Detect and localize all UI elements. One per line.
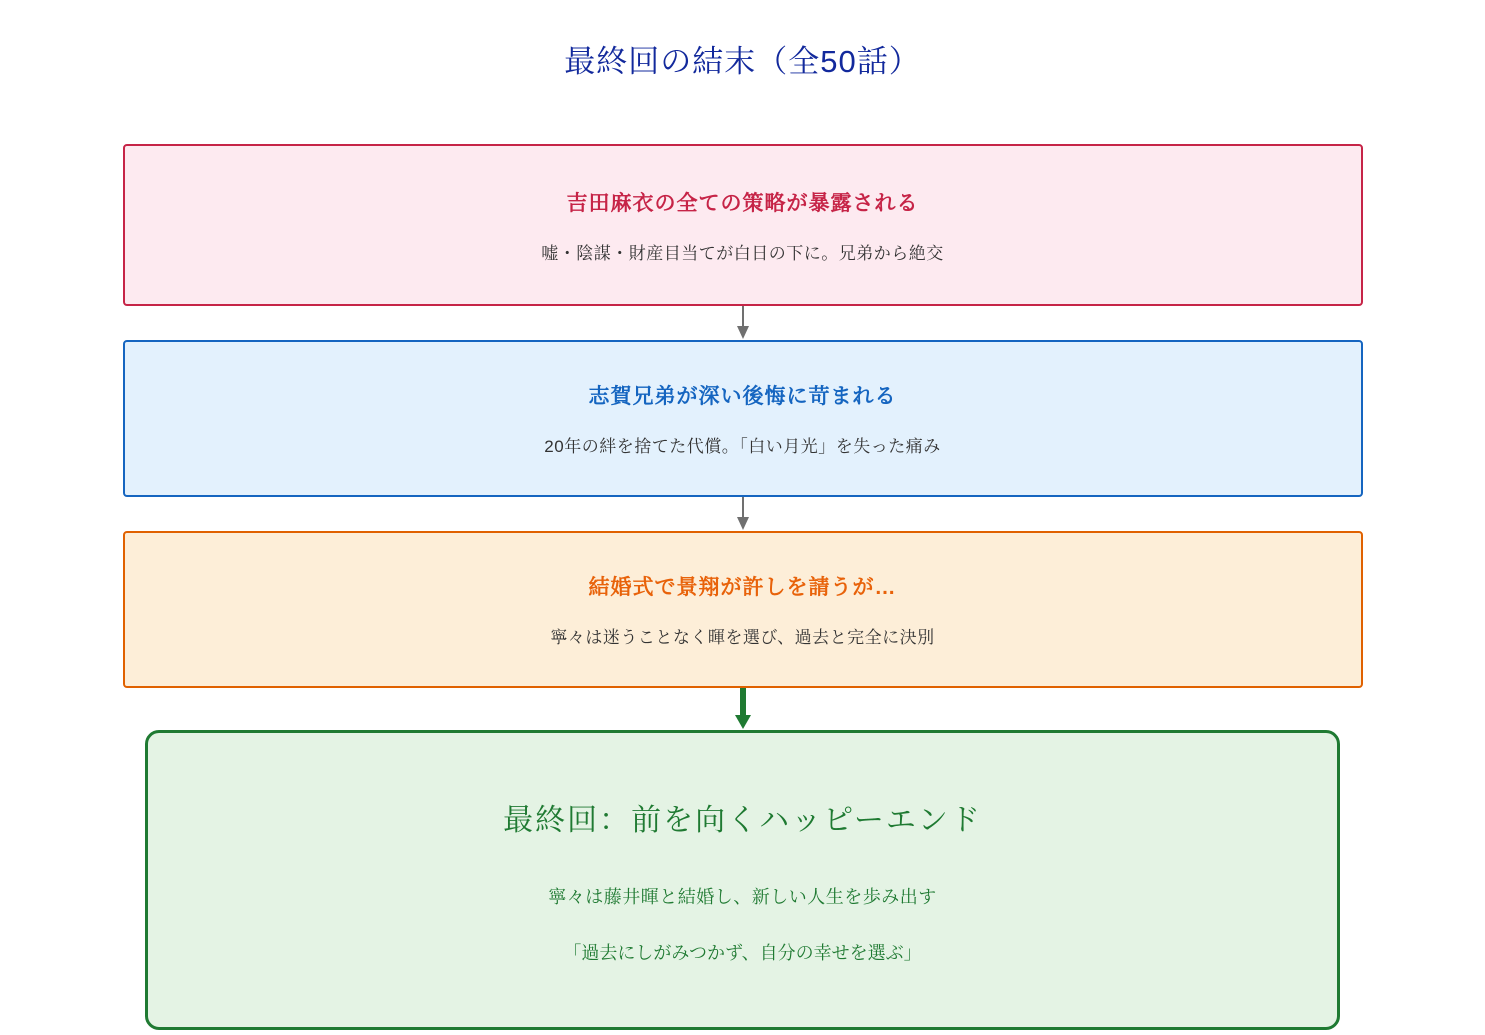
node-ending-quote: 「過去にしがみつかず、自分の幸せを選ぶ」: [563, 943, 922, 963]
node-regret-subtitle: 20年の絆を捨てた代償。「白い月光」を失った痛み: [544, 437, 941, 456]
arrow-down-icon: [730, 306, 756, 340]
node-reveal-subtitle: 嘘・陰謀・財産目当てが白日の下に。兄弟から絶交: [541, 243, 944, 263]
node-ending[interactable]: [145, 730, 1340, 1030]
node-ending-subtitle: 寧々は藤井暉と結婚し、新しい人生を歩み出す: [548, 887, 937, 907]
node-regret-title: 志賀兄弟が深い後悔に苛まれる: [588, 385, 897, 408]
node-regret[interactable]: [123, 340, 1363, 497]
node-wedding[interactable]: [123, 531, 1363, 688]
node-reveal[interactable]: [123, 144, 1363, 306]
arrow-down-icon: [730, 497, 756, 531]
arrow-down-icon: [730, 688, 756, 730]
node-wedding-title: 結婚式で景翔が許しを請うが…: [588, 576, 897, 599]
node-wedding-subtitle: 寧々は迷うことなく暉を選び、過去と完全に決別: [550, 628, 935, 647]
node-ending-title: 最終回：前を向くハッピーエンド: [503, 804, 982, 837]
flowchart: [0, 144, 1485, 1030]
connector-regret-to-wedding: [730, 497, 756, 531]
connector-reveal-to-regret: [730, 306, 756, 340]
node-reveal-title: 吉田麻衣の全ての策略が暴露される: [566, 191, 919, 215]
page-title: 最終回の結末（全50話）: [564, 44, 921, 79]
connector-wedding-to-ending: [730, 688, 756, 730]
